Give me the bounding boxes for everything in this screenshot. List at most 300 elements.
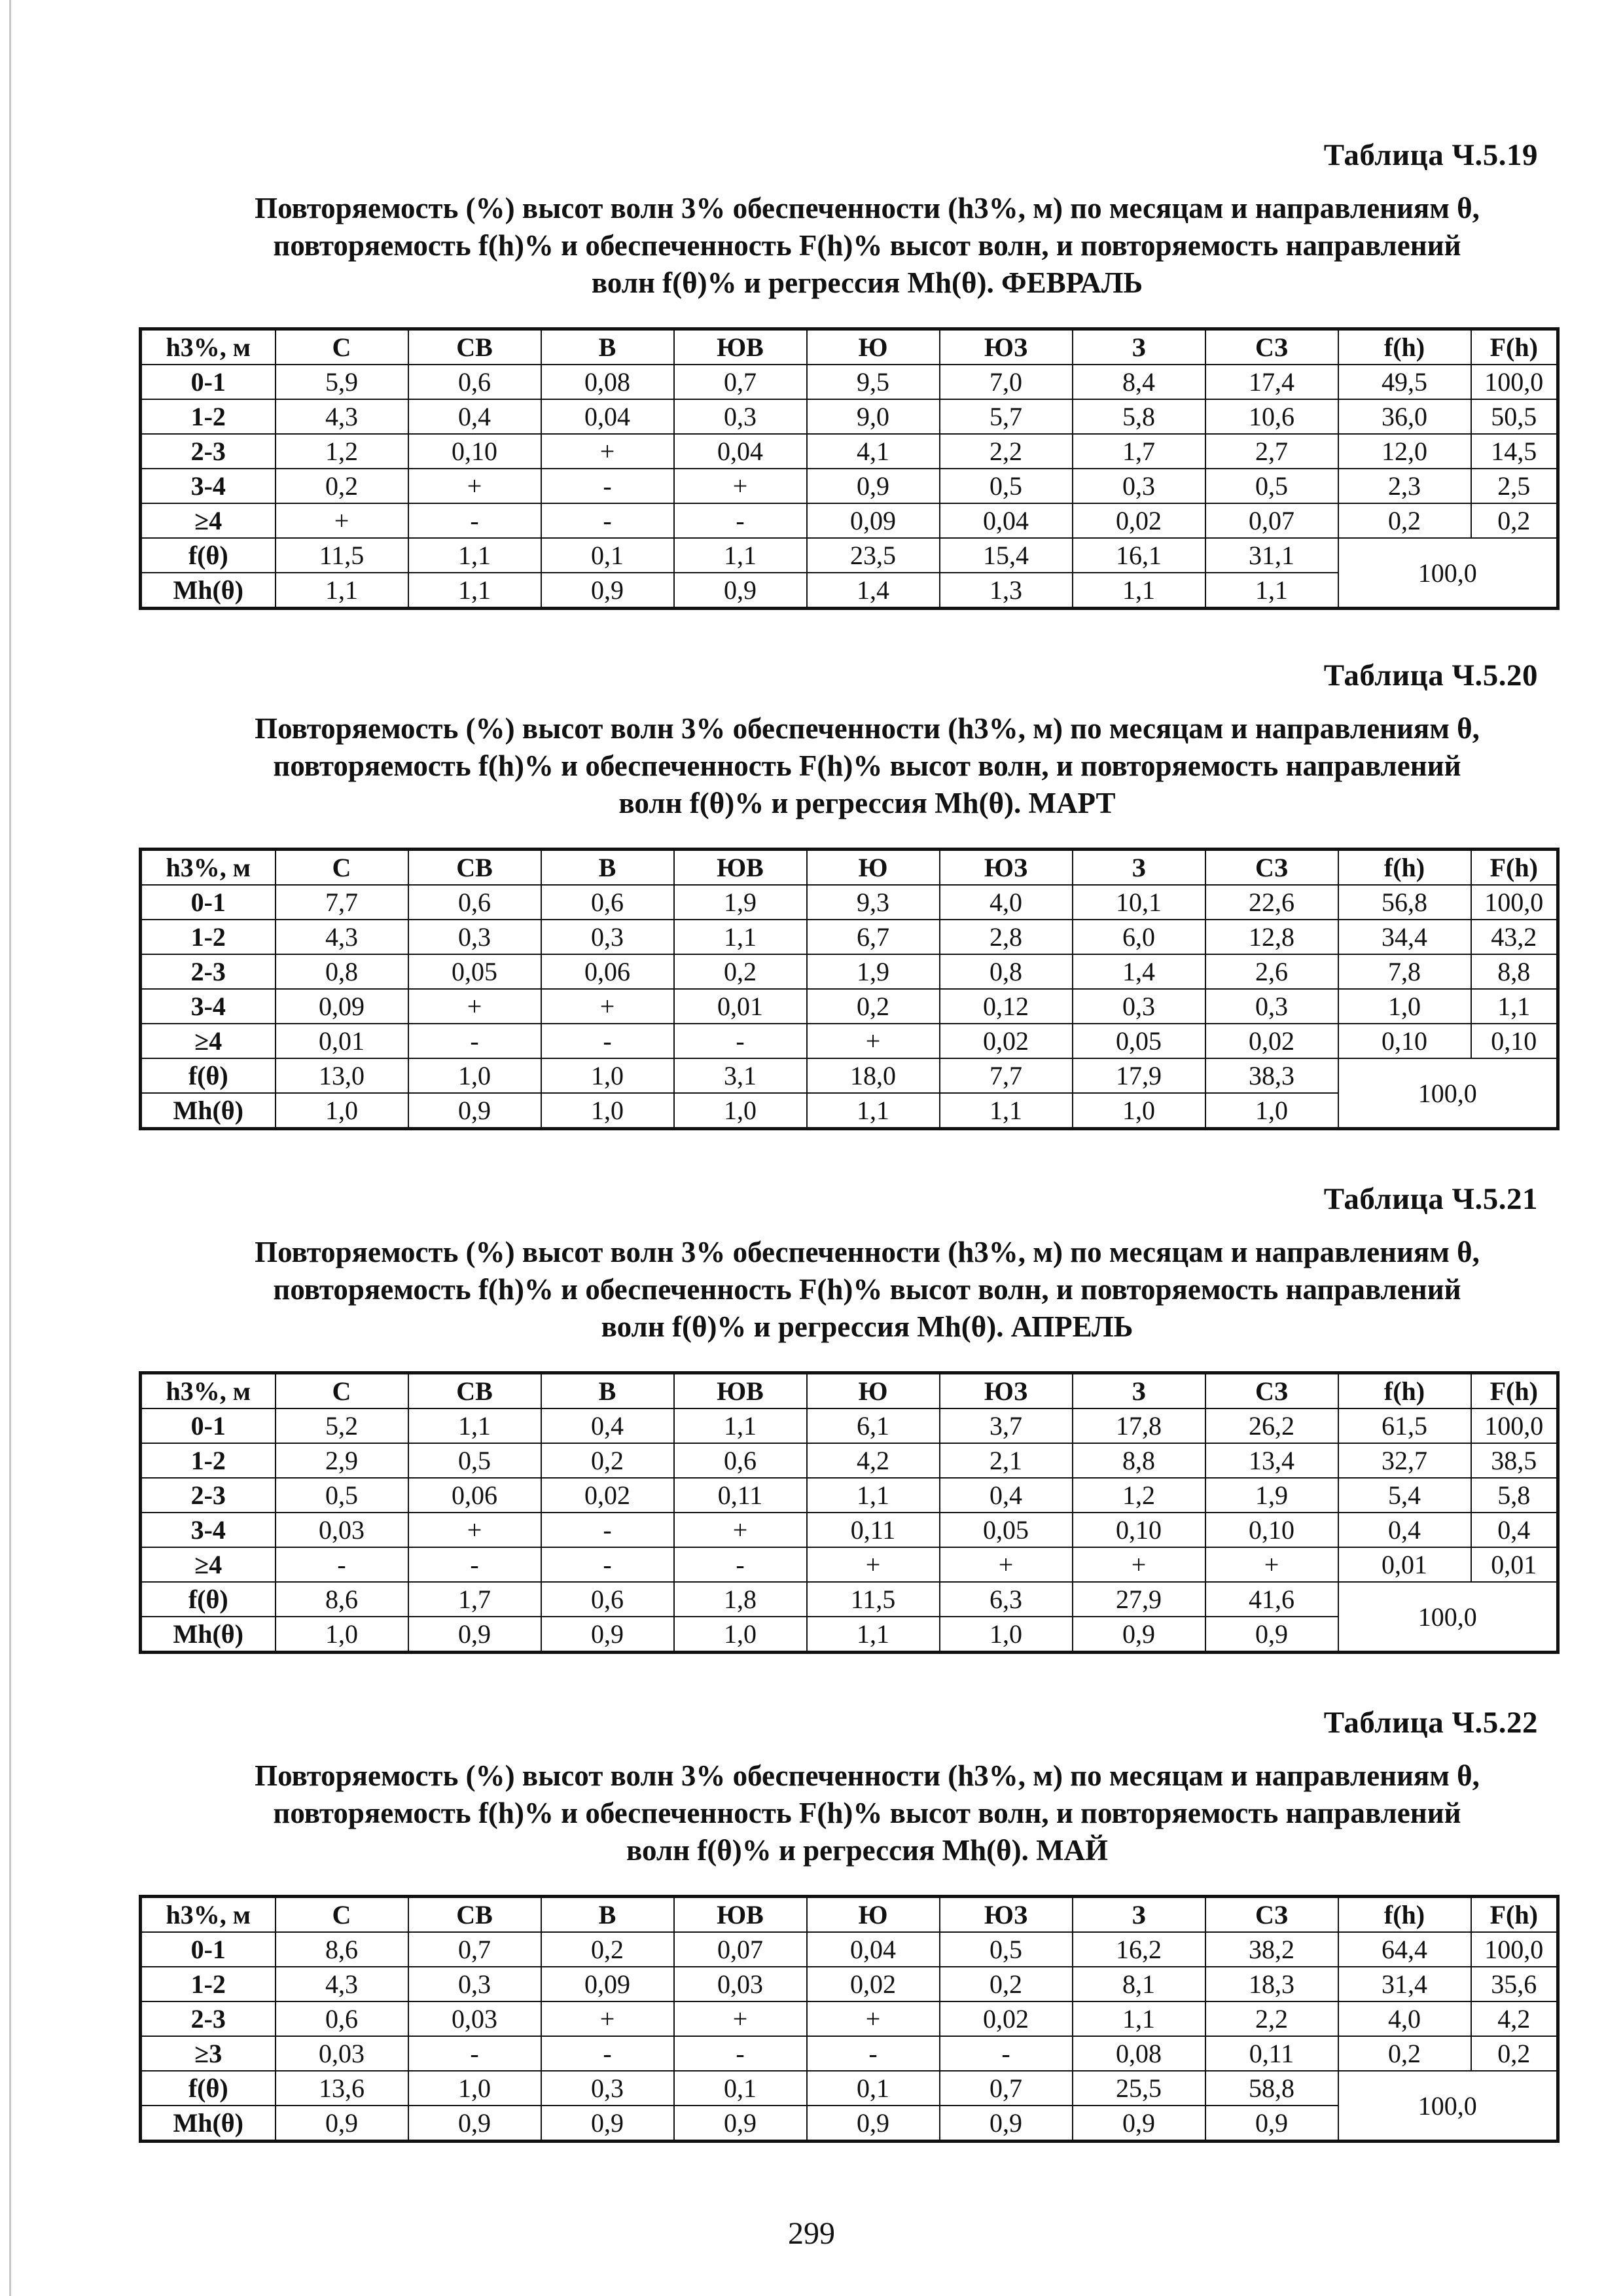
direction-header: ЮЗ: [940, 1897, 1073, 1933]
value-cell: 0,09: [541, 1967, 674, 2001]
value-cell: 1,1: [276, 573, 408, 609]
direction-header: f(h): [1338, 1373, 1471, 1409]
value-cell: 0,9: [1073, 2106, 1205, 2142]
value-cell: 38,3: [1205, 1058, 1338, 1093]
height-range-cell: ≥4: [141, 503, 276, 538]
value-cell: 4,2: [807, 1443, 940, 1478]
value-cell: -: [408, 1547, 541, 1582]
value-cell: 0,1: [807, 2071, 940, 2106]
value-cell: 0,09: [807, 503, 940, 538]
direction-header: СЗ: [1205, 1373, 1338, 1409]
direction-header: СВ: [408, 850, 541, 886]
height-range-cell: 1-2: [141, 1967, 276, 2001]
value-cell: 100,0: [1471, 365, 1558, 399]
table-caption: [164, 190, 1571, 302]
total-cell: 100,0: [1338, 538, 1558, 609]
value-cell: 0,3: [541, 2071, 674, 2106]
caption-line: волн f(θ)% и регрессия Mh(θ). АПРЕЛЬ: [601, 1310, 1133, 1343]
value-cell: +: [541, 434, 674, 469]
value-cell: 0,6: [408, 885, 541, 920]
direction-header: ЮЗ: [940, 850, 1073, 886]
direction-header: f(h): [1338, 1897, 1471, 1933]
value-cell: -: [408, 503, 541, 538]
value-cell: 1,9: [807, 954, 940, 989]
value-cell: 0,10: [1338, 1024, 1471, 1058]
value-cell: 6,0: [1073, 920, 1205, 954]
value-cell: 0,02: [940, 1024, 1073, 1058]
value-cell: +: [1073, 1547, 1205, 1582]
value-cell: 16,2: [1073, 1932, 1205, 1967]
direction-header: Ю: [807, 850, 940, 886]
value-cell: 1,0: [408, 1058, 541, 1093]
value-cell: 1,1: [1471, 989, 1558, 1024]
direction-header: СВ: [408, 1897, 541, 1933]
value-cell: 1,0: [674, 1093, 807, 1129]
value-cell: 0,7: [940, 2071, 1073, 2106]
direction-header: С: [276, 329, 408, 365]
value-cell: 18,3: [1205, 1967, 1338, 2001]
value-cell: 0,01: [276, 1024, 408, 1058]
value-cell: 0,03: [276, 2036, 408, 2071]
height-range-cell: 2-3: [141, 2001, 276, 2036]
value-cell: 0,9: [807, 2106, 940, 2142]
table-row: [141, 1932, 1558, 1967]
table-caption: [164, 710, 1571, 822]
value-cell: 1,0: [940, 1617, 1073, 1653]
f-theta-row: [141, 538, 1558, 573]
value-cell: 2,3: [1338, 469, 1471, 503]
value-cell: +: [674, 2001, 807, 2036]
caption-line: повторяемость f(h)% и обеспеченность F(h)% высот волн, и повторяемость направлений: [273, 1273, 1461, 1306]
value-cell: 0,08: [541, 365, 674, 399]
value-cell: +: [807, 1547, 940, 1582]
value-cell: 0,2: [940, 1967, 1073, 2001]
value-cell: 0,02: [1073, 503, 1205, 538]
value-cell: 1,1: [807, 1478, 940, 1513]
height-range-cell: ≥3: [141, 2036, 276, 2071]
value-cell: 1,1: [408, 538, 541, 573]
caption-line: повторяемость f(h)% и обеспеченность F(h)% высот волн, и повторяемость направлений: [273, 1797, 1461, 1829]
table-row: [141, 1408, 1558, 1443]
value-cell: 58,8: [1205, 2071, 1338, 2106]
value-cell: 43,2: [1471, 920, 1558, 954]
direction-header: СВ: [408, 329, 541, 365]
table-row: [141, 989, 1558, 1024]
value-cell: 1,0: [276, 1093, 408, 1129]
value-cell: 0,9: [408, 1093, 541, 1129]
direction-header: F(h): [1471, 329, 1558, 365]
value-cell: 0,9: [1205, 2106, 1338, 2142]
value-cell: 13,4: [1205, 1443, 1338, 1478]
value-cell: 1,1: [1073, 573, 1205, 609]
f-theta-row: [141, 2071, 1558, 2106]
value-cell: 0,7: [674, 365, 807, 399]
value-cell: 32,7: [1338, 1443, 1471, 1478]
value-cell: +: [807, 2001, 940, 2036]
value-cell: 0,01: [674, 989, 807, 1024]
direction-header: ЮЗ: [940, 329, 1073, 365]
regression-label: Mh(θ): [141, 1093, 276, 1129]
direction-header: С: [276, 850, 408, 886]
value-cell: +: [541, 2001, 674, 2036]
value-cell: 41,6: [1205, 1582, 1338, 1617]
value-cell: +: [674, 1513, 807, 1547]
height-range-cell: 2-3: [141, 954, 276, 989]
value-cell: 0,6: [541, 1582, 674, 1617]
direction-header: В: [541, 850, 674, 886]
direction-header: С: [276, 1373, 408, 1409]
total-cell: 100,0: [1338, 2071, 1558, 2142]
height-column-header: h3%, м: [141, 850, 276, 886]
value-cell: 1,0: [541, 1058, 674, 1093]
value-cell: 0,3: [541, 920, 674, 954]
table-number: Таблица Ч.5.22: [1323, 1706, 1538, 1740]
height-range-cell: 3-4: [141, 989, 276, 1024]
value-cell: 0,03: [276, 1513, 408, 1547]
value-cell: -: [541, 503, 674, 538]
value-cell: -: [541, 1024, 674, 1058]
total-cell: 100,0: [1338, 1582, 1558, 1653]
value-cell: 1,9: [674, 885, 807, 920]
value-cell: 0,5: [408, 1443, 541, 1478]
value-cell: 0,2: [1471, 2036, 1558, 2071]
header-row: [141, 850, 1558, 886]
value-cell: 0,9: [408, 1617, 541, 1653]
direction-header: З: [1073, 1373, 1205, 1409]
value-cell: 31,1: [1205, 538, 1338, 573]
direction-header: СЗ: [1205, 329, 1338, 365]
value-cell: 0,07: [674, 1932, 807, 1967]
f-theta-label: f(θ): [141, 1058, 276, 1093]
height-range-cell: 2-3: [141, 1478, 276, 1513]
value-cell: 2,8: [940, 920, 1073, 954]
value-cell: 9,5: [807, 365, 940, 399]
value-cell: 8,8: [1073, 1443, 1205, 1478]
value-cell: 3,1: [674, 1058, 807, 1093]
direction-header: З: [1073, 850, 1205, 886]
value-cell: 1,1: [674, 920, 807, 954]
value-cell: 5,2: [276, 1408, 408, 1443]
direction-header: ЮВ: [674, 329, 807, 365]
value-cell: 0,10: [408, 434, 541, 469]
height-range-cell: 1-2: [141, 1443, 276, 1478]
value-cell: 34,4: [1338, 920, 1471, 954]
value-cell: +: [408, 1513, 541, 1547]
direction-header: ЮВ: [674, 850, 807, 886]
value-cell: 1,0: [276, 1617, 408, 1653]
value-cell: -: [674, 1547, 807, 1582]
caption-line: Повторяемость (%) высот волн 3% обеспеченности (h3%, м) по месяцам и направлениям θ,: [255, 192, 1480, 224]
header-row: [141, 1897, 1558, 1933]
value-cell: -: [674, 2036, 807, 2071]
value-cell: 0,04: [807, 1932, 940, 1967]
direction-header: ЮВ: [674, 1897, 807, 1933]
value-cell: 4,0: [1338, 2001, 1471, 2036]
value-cell: 26,2: [1205, 1408, 1338, 1443]
caption-line: Повторяемость (%) высот волн 3% обеспеченности (h3%, м) по месяцам и направлениям θ,: [255, 1759, 1480, 1792]
value-cell: 0,4: [541, 1408, 674, 1443]
value-cell: 0,12: [940, 989, 1073, 1024]
value-cell: 0,3: [408, 1967, 541, 2001]
value-cell: -: [541, 469, 674, 503]
direction-header: В: [541, 1897, 674, 1933]
direction-header: В: [541, 329, 674, 365]
value-cell: 0,06: [408, 1478, 541, 1513]
value-cell: 38,2: [1205, 1932, 1338, 1967]
value-cell: 25,5: [1073, 2071, 1205, 2106]
table-row: [141, 399, 1558, 434]
value-cell: 0,9: [674, 573, 807, 609]
value-cell: 0,5: [940, 1932, 1073, 1967]
value-cell: 14,5: [1471, 434, 1558, 469]
value-cell: 0,2: [807, 989, 940, 1024]
regression-label: Mh(θ): [141, 573, 276, 609]
value-cell: 0,05: [408, 954, 541, 989]
value-cell: 0,9: [541, 2106, 674, 2142]
value-cell: 0,2: [1471, 503, 1558, 538]
value-cell: 0,2: [276, 469, 408, 503]
wave-height-table: [139, 1895, 1560, 2143]
value-cell: 17,8: [1073, 1408, 1205, 1443]
height-column-header: h3%, м: [141, 329, 276, 365]
value-cell: 0,9: [807, 469, 940, 503]
value-cell: 2,6: [1205, 954, 1338, 989]
value-cell: 0,2: [1338, 503, 1471, 538]
value-cell: 1,0: [1205, 1093, 1338, 1129]
total-cell: 100,0: [1338, 1058, 1558, 1129]
height-column-header: h3%, м: [141, 1897, 276, 1933]
table-row: [141, 1478, 1558, 1513]
table-caption: [164, 1234, 1571, 1346]
value-cell: 13,0: [276, 1058, 408, 1093]
value-cell: 1,1: [674, 538, 807, 573]
value-cell: 5,4: [1338, 1478, 1471, 1513]
value-cell: 1,0: [541, 1093, 674, 1129]
value-cell: 23,5: [807, 538, 940, 573]
value-cell: 0,3: [1073, 469, 1205, 503]
value-cell: +: [276, 503, 408, 538]
caption-line: волн f(θ)% и регрессия Mh(θ). МАЙ: [626, 1834, 1109, 1867]
value-cell: 22,6: [1205, 885, 1338, 920]
f-theta-label: f(θ): [141, 2071, 276, 2106]
regression-label: Mh(θ): [141, 2106, 276, 2142]
direction-header: З: [1073, 329, 1205, 365]
value-cell: -: [674, 1024, 807, 1058]
value-cell: 2,5: [1471, 469, 1558, 503]
value-cell: 7,8: [1338, 954, 1471, 989]
value-cell: 1,9: [1205, 1478, 1338, 1513]
height-range-cell: 0-1: [141, 1408, 276, 1443]
value-cell: 1,0: [1073, 1093, 1205, 1129]
value-cell: 0,9: [408, 2106, 541, 2142]
value-cell: 2,9: [276, 1443, 408, 1478]
value-cell: +: [408, 469, 541, 503]
value-cell: 0,01: [1338, 1547, 1471, 1582]
value-cell: 4,2: [1471, 2001, 1558, 2036]
value-cell: 1,1: [1205, 573, 1338, 609]
header-row: [141, 1373, 1558, 1409]
table-row: [141, 1967, 1558, 2001]
height-range-cell: 3-4: [141, 1513, 276, 1547]
caption-line: повторяемость f(h)% и обеспеченность F(h)% высот волн, и повторяемость направлений: [273, 229, 1461, 262]
value-cell: 5,9: [276, 365, 408, 399]
value-cell: -: [541, 1547, 674, 1582]
f-theta-label: f(θ): [141, 538, 276, 573]
value-cell: 4,3: [276, 920, 408, 954]
height-range-cell: 3-4: [141, 469, 276, 503]
value-cell: 0,4: [1471, 1513, 1558, 1547]
value-cell: 0,11: [1205, 2036, 1338, 2071]
value-cell: 0,9: [276, 2106, 408, 2142]
value-cell: 38,5: [1471, 1443, 1558, 1478]
height-range-cell: 0-1: [141, 1932, 276, 1967]
value-cell: 0,10: [1073, 1513, 1205, 1547]
value-cell: 49,5: [1338, 365, 1471, 399]
value-cell: 0,1: [674, 2071, 807, 2106]
value-cell: +: [408, 989, 541, 1024]
value-cell: 2,2: [940, 434, 1073, 469]
value-cell: 7,7: [940, 1058, 1073, 1093]
value-cell: 0,6: [408, 365, 541, 399]
value-cell: 17,9: [1073, 1058, 1205, 1093]
table-number: Таблица Ч.5.21: [1323, 1182, 1538, 1216]
table-caption: [164, 1757, 1571, 1869]
f-theta-label: f(θ): [141, 1582, 276, 1617]
value-cell: 0,8: [276, 954, 408, 989]
value-cell: 12,8: [1205, 920, 1338, 954]
value-cell: 0,04: [674, 434, 807, 469]
value-cell: 1,0: [1338, 989, 1471, 1024]
value-cell: 56,8: [1338, 885, 1471, 920]
value-cell: 11,5: [807, 1582, 940, 1617]
height-range-cell: ≥4: [141, 1024, 276, 1058]
value-cell: 100,0: [1471, 1408, 1558, 1443]
value-cell: 0,07: [1205, 503, 1338, 538]
value-cell: 1,1: [408, 1408, 541, 1443]
value-cell: 0,05: [940, 1513, 1073, 1547]
table-number: Таблица Ч.5.20: [1323, 658, 1538, 692]
caption-line: Повторяемость (%) высот волн 3% обеспеченности (h3%, м) по месяцам и направлениям θ,: [255, 1236, 1480, 1268]
regression-label: Mh(θ): [141, 1617, 276, 1653]
table-row: [141, 434, 1558, 469]
value-cell: 18,0: [807, 1058, 940, 1093]
value-cell: 13,6: [276, 2071, 408, 2106]
value-cell: 0,02: [807, 1967, 940, 2001]
direction-header: В: [541, 1373, 674, 1409]
height-range-cell: ≥4: [141, 1547, 276, 1582]
value-cell: 0,4: [940, 1478, 1073, 1513]
value-cell: 10,6: [1205, 399, 1338, 434]
value-cell: 1,8: [674, 1582, 807, 1617]
value-cell: 7,0: [940, 365, 1073, 399]
value-cell: 0,5: [940, 469, 1073, 503]
value-cell: 50,5: [1471, 399, 1558, 434]
value-cell: 2,7: [1205, 434, 1338, 469]
value-cell: 1,1: [408, 573, 541, 609]
value-cell: 1,7: [408, 1582, 541, 1617]
scan-edge: [9, 0, 11, 2296]
table-row: [141, 2001, 1558, 2036]
value-cell: 0,04: [541, 399, 674, 434]
table-row: [141, 920, 1558, 954]
value-cell: 0,2: [674, 954, 807, 989]
value-cell: 5,7: [940, 399, 1073, 434]
value-cell: 0,2: [541, 1932, 674, 1967]
header-row: [141, 329, 1558, 365]
value-cell: 1,1: [674, 1408, 807, 1443]
value-cell: 16,1: [1073, 538, 1205, 573]
value-cell: 0,4: [408, 399, 541, 434]
wave-height-table: [139, 1371, 1560, 1654]
value-cell: 100,0: [1471, 1932, 1558, 1967]
value-cell: 8,8: [1471, 954, 1558, 989]
value-cell: 0,8: [940, 954, 1073, 989]
value-cell: +: [674, 469, 807, 503]
value-cell: 1,0: [408, 2071, 541, 2106]
value-cell: 7,7: [276, 885, 408, 920]
value-cell: 31,4: [1338, 1967, 1471, 2001]
value-cell: 15,4: [940, 538, 1073, 573]
table-row: [141, 503, 1558, 538]
height-range-cell: 2-3: [141, 434, 276, 469]
value-cell: 4,3: [276, 1967, 408, 2001]
value-cell: 1,4: [807, 573, 940, 609]
value-cell: 6,3: [940, 1582, 1073, 1617]
value-cell: 3,7: [940, 1408, 1073, 1443]
direction-header: Ю: [807, 1373, 940, 1409]
value-cell: 0,5: [276, 1478, 408, 1513]
height-range-cell: 1-2: [141, 399, 276, 434]
value-cell: -: [674, 503, 807, 538]
value-cell: 0,11: [674, 1478, 807, 1513]
value-cell: 6,7: [807, 920, 940, 954]
value-cell: 0,2: [541, 1443, 674, 1478]
direction-header: F(h): [1471, 850, 1558, 886]
page-number: 299: [788, 2216, 835, 2251]
height-range-cell: 0-1: [141, 365, 276, 399]
value-cell: 0,03: [408, 2001, 541, 2036]
value-cell: 5,8: [1073, 399, 1205, 434]
value-cell: 8,6: [276, 1932, 408, 1967]
table-row: [141, 1513, 1558, 1547]
value-cell: 0,08: [1073, 2036, 1205, 2071]
value-cell: 2,1: [940, 1443, 1073, 1478]
value-cell: 0,04: [940, 503, 1073, 538]
value-cell: 0,6: [674, 1443, 807, 1478]
value-cell: 6,1: [807, 1408, 940, 1443]
value-cell: 0,01: [1471, 1547, 1558, 1582]
value-cell: 1,1: [807, 1617, 940, 1653]
value-cell: 1,7: [1073, 434, 1205, 469]
direction-header: F(h): [1471, 1373, 1558, 1409]
value-cell: 0,9: [541, 1617, 674, 1653]
value-cell: 0,6: [541, 885, 674, 920]
value-cell: 0,10: [1471, 1024, 1558, 1058]
caption-line: волн f(θ)% и регрессия Mh(θ). МАРТ: [618, 787, 1116, 819]
value-cell: 35,6: [1471, 1967, 1558, 2001]
direction-header: Ю: [807, 329, 940, 365]
direction-header: ЮЗ: [940, 1373, 1073, 1409]
value-cell: 0,3: [408, 920, 541, 954]
value-cell: 5,8: [1471, 1478, 1558, 1513]
value-cell: 0,09: [276, 989, 408, 1024]
value-cell: 8,1: [1073, 1967, 1205, 2001]
direction-header: СВ: [408, 1373, 541, 1409]
direction-header: С: [276, 1897, 408, 1933]
table-row: [141, 954, 1558, 989]
value-cell: -: [276, 1547, 408, 1582]
value-cell: 9,3: [807, 885, 940, 920]
